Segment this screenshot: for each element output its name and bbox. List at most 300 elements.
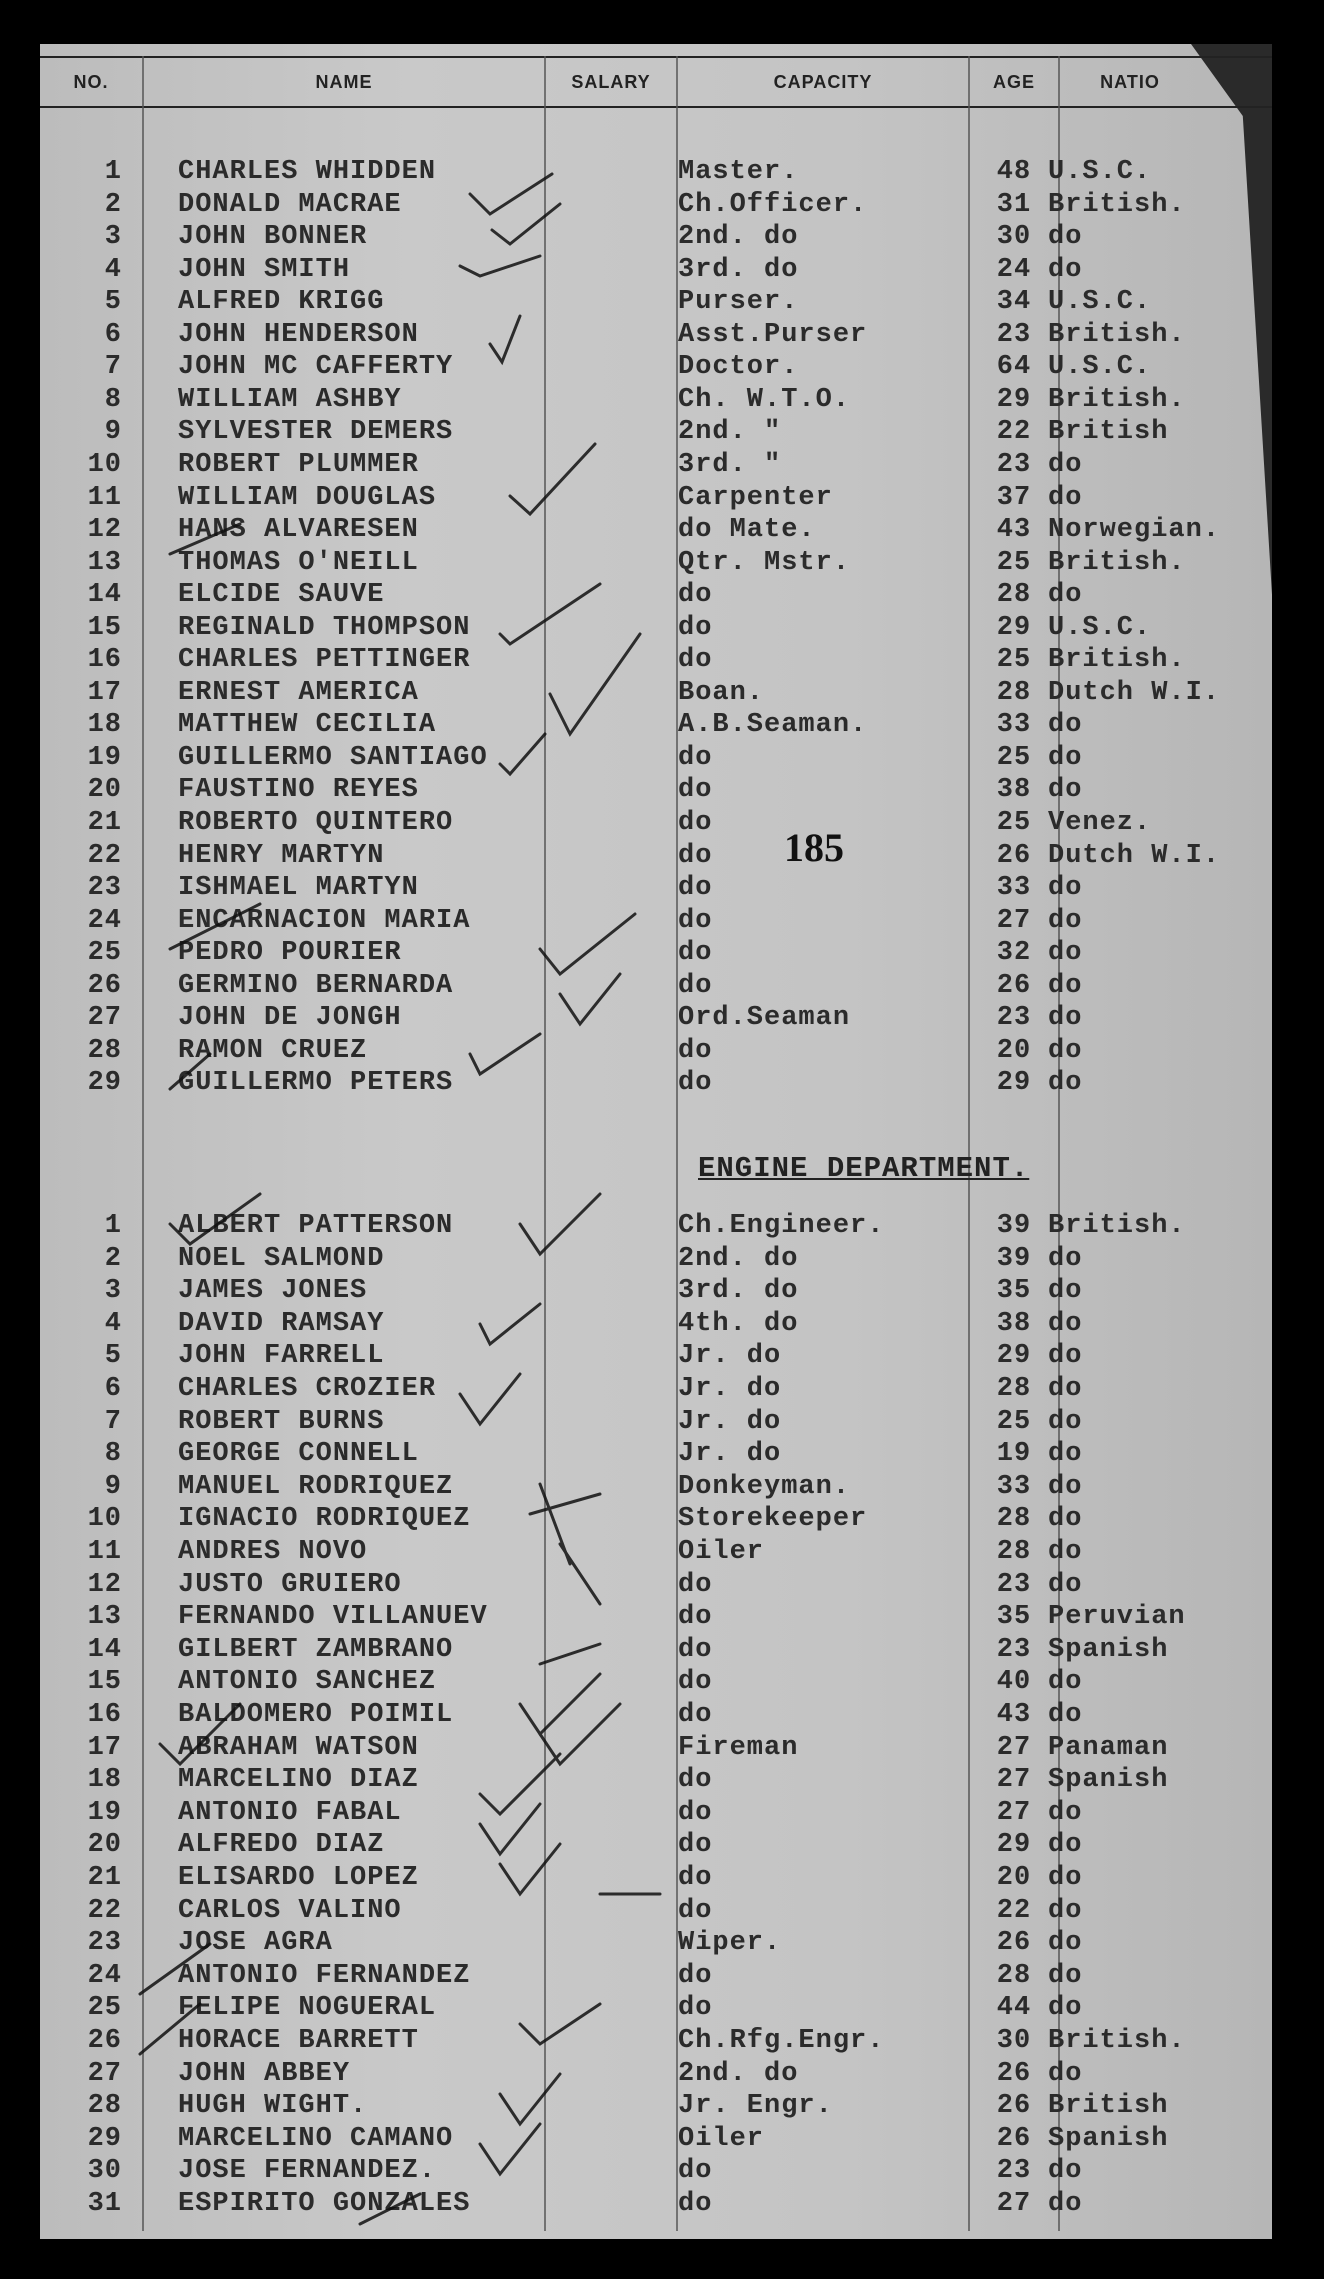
crew-row — [40, 514, 1272, 546]
crew-nationality: U.S.C. — [1048, 157, 1152, 187]
crew-number: 5 — [104, 1341, 122, 1372]
crew-capacity: Jr. Engr. — [678, 2091, 833, 2122]
crew-row — [40, 1035, 1272, 1067]
crew-nationality: do — [1048, 1439, 1083, 1470]
crew-number: 3 — [104, 222, 122, 253]
crew-number: 21 — [87, 1863, 122, 1893]
crew-row — [40, 319, 1272, 351]
crew-number: 9 — [104, 417, 122, 448]
page-number-stamp: 185 — [784, 825, 844, 870]
crew-number: 26 — [87, 970, 122, 1001]
crew-nationality: do — [1048, 1960, 1083, 1991]
crew-name: ALBERT PATTERSON — [178, 1211, 454, 1241]
crew-nationality: do — [1048, 1243, 1083, 1274]
crew-row — [40, 1569, 1272, 1601]
crew-capacity: do — [678, 1895, 713, 1926]
crew-nationality: do — [1048, 1928, 1083, 1959]
crew-capacity: Carpenter — [678, 482, 833, 513]
crew-capacity: Ch.Rfg.Engr. — [678, 2026, 885, 2056]
crew-number: 14 — [87, 580, 122, 611]
crew-name: JOHN BONNER — [178, 222, 368, 253]
crew-capacity: Jr. do — [678, 1341, 782, 1372]
crew-row — [40, 2188, 1272, 2220]
crew-capacity: do — [678, 1667, 713, 1698]
crew-nationality: British. — [1048, 1211, 1186, 1241]
crew-nationality: Panaman — [1048, 1732, 1169, 1763]
crew-age: 25 — [996, 645, 1032, 676]
header-age: AGE — [992, 72, 1035, 92]
table-header — [40, 56, 1272, 108]
crew-age: 28 — [996, 677, 1032, 708]
crew-capacity: Oiler — [678, 1537, 765, 1567]
crew-name: ISHMAEL MARTYN — [178, 873, 419, 904]
crew-row — [40, 1666, 1272, 1698]
crew-number: 29 — [87, 1068, 122, 1099]
crew-number: 2 — [104, 189, 122, 220]
crew-number: 10 — [87, 449, 122, 480]
crew-capacity: 2nd. do — [678, 222, 799, 253]
crew-name: ALFREDO DIAZ — [178, 1830, 385, 1861]
crew-name: CHARLES CROZIER — [178, 1374, 437, 1404]
crew-number: 18 — [87, 710, 122, 741]
crew-age: 28 — [996, 580, 1032, 611]
crew-age: 27 — [996, 2189, 1032, 2219]
crew-name: MARCELINO CAMANO — [178, 2123, 454, 2154]
crew-number: 25 — [87, 1993, 122, 2024]
crew-nationality: do — [1048, 1569, 1083, 1600]
crew-number: 4 — [104, 254, 122, 285]
crew-nationality: do — [1048, 1406, 1083, 1437]
crew-row — [40, 1601, 1272, 1633]
crew-number: 27 — [87, 2058, 122, 2089]
crew-number: 23 — [87, 873, 122, 904]
crew-name: PEDRO POURIER — [178, 938, 402, 969]
crew-number: 8 — [104, 1439, 122, 1470]
crew-age: 27 — [996, 1765, 1032, 1796]
crew-age: 40 — [996, 1667, 1032, 1698]
crew-number: 26 — [87, 2026, 122, 2056]
crew-row — [40, 1732, 1272, 1764]
crew-capacity: do — [678, 1993, 713, 2024]
crew-name: RAMON CRUEZ — [178, 1035, 368, 1066]
crew-capacity: do — [678, 1068, 713, 1099]
crew-row — [40, 1634, 1272, 1666]
crew-age: 33 — [996, 873, 1032, 904]
crew-age: 34 — [996, 287, 1032, 318]
crew-nationality: do — [1048, 1700, 1083, 1730]
crew-capacity: 2nd. do — [678, 2058, 799, 2089]
crew-age: 25 — [996, 742, 1032, 773]
crew-nationality: do — [1048, 1504, 1083, 1535]
crew-number: 19 — [87, 742, 122, 773]
crew-capacity: Jr. do — [678, 1406, 782, 1437]
crew-nationality: do — [1048, 222, 1083, 253]
crew-nationality: U.S.C. — [1048, 612, 1152, 643]
crew-nationality: Peruvian — [1048, 1602, 1186, 1633]
header-name: NAME — [315, 72, 373, 92]
crew-row — [40, 1699, 1272, 1731]
crew-capacity: 2nd. " — [678, 417, 782, 448]
crew-list-sheet — [40, 44, 1272, 2239]
crew-capacity: Purser. — [678, 287, 799, 318]
crew-row — [40, 1797, 1272, 1829]
crew-name: GUILLERMO SANTIAGO — [178, 742, 488, 773]
crew-name: GERMINO BERNARDA — [178, 970, 454, 1001]
crew-row — [40, 1960, 1272, 1992]
crew-age: 48 — [996, 157, 1032, 187]
crew-number: 3 — [104, 1276, 122, 1307]
crew-row — [40, 612, 1272, 644]
crew-nationality: do — [1048, 1993, 1083, 2024]
crew-row — [40, 1927, 1272, 1959]
crew-row — [40, 1406, 1272, 1438]
crew-capacity: do — [678, 742, 713, 773]
crew-capacity: do — [678, 1634, 713, 1665]
crew-nationality: do — [1048, 1276, 1083, 1307]
crew-number: 7 — [104, 1406, 122, 1437]
crew-row — [40, 2123, 1272, 2155]
crew-capacity: Storekeeper — [678, 1504, 868, 1535]
crew-name: JOHN HENDERSON — [178, 319, 419, 350]
crew-age: 28 — [996, 1504, 1032, 1535]
crew-number: 22 — [87, 840, 122, 871]
crew-name: CHARLES WHIDDEN — [178, 157, 437, 187]
crew-name: HORACE BARRETT — [178, 2026, 419, 2056]
crew-nationality: do — [1048, 2058, 1083, 2089]
crew-row — [40, 286, 1272, 318]
crew-name: GUILLERMO PETERS — [178, 1068, 454, 1099]
crew-capacity: Asst.Purser — [678, 319, 868, 350]
crew-nationality: do — [1048, 1035, 1083, 1066]
crew-nationality: Venez. — [1048, 808, 1152, 838]
crew-name: JOHN DE JONGH — [178, 1003, 402, 1034]
crew-number: 29 — [87, 2123, 122, 2154]
crew-nationality: British. — [1048, 189, 1186, 220]
crew-nationality: do — [1048, 905, 1083, 936]
crew-capacity: do — [678, 873, 713, 904]
crew-row — [40, 384, 1272, 416]
crew-capacity: Jr. do — [678, 1439, 782, 1470]
crew-capacity: do — [678, 1569, 713, 1600]
crew-age: 26 — [996, 2123, 1032, 2154]
crew-capacity: Jr. do — [678, 1374, 782, 1404]
crew-row — [40, 416, 1272, 448]
crew-nationality: British — [1048, 417, 1169, 448]
crew-nationality: do — [1048, 1797, 1083, 1828]
crew-nationality: do — [1048, 1003, 1083, 1034]
crew-age: 43 — [996, 1700, 1032, 1730]
crew-nationality: British. — [1048, 384, 1186, 415]
crew-row — [40, 1503, 1272, 1535]
crew-age: 30 — [996, 222, 1032, 253]
crew-nationality: do — [1048, 449, 1083, 480]
crew-name: JAMES JONES — [178, 1276, 368, 1307]
crew-age: 22 — [996, 1895, 1032, 1926]
crew-capacity: do — [678, 808, 713, 838]
header-salary: SALARY — [571, 72, 651, 92]
crew-row — [40, 1373, 1272, 1405]
crew-capacity: Donkeyman. — [678, 1471, 851, 1502]
crew-number: 24 — [87, 905, 122, 936]
crew-row — [40, 2025, 1272, 2057]
crew-age: 28 — [996, 1960, 1032, 1991]
crew-capacity: A.B.Seaman. — [678, 710, 868, 741]
crew-capacity: 3rd. do — [678, 254, 799, 285]
crew-nationality: do — [1048, 1341, 1083, 1372]
crew-name: ANTONIO SANCHEZ — [178, 1667, 437, 1698]
crew-number: 16 — [87, 645, 122, 676]
section-title: ENGINE DEPARTMENT. — [698, 1152, 1030, 1185]
crew-age: 25 — [996, 808, 1032, 838]
crew-nationality: British — [1048, 2091, 1169, 2122]
crew-nationality: do — [1048, 1667, 1083, 1698]
crew-name: WILLIAM ASHBY — [178, 384, 402, 415]
crew-age: 28 — [996, 1374, 1032, 1404]
crew-row — [40, 2090, 1272, 2122]
crew-name: JOHN ABBEY — [178, 2058, 351, 2089]
crew-number: 15 — [87, 1667, 122, 1698]
crew-age: 29 — [996, 1830, 1032, 1861]
crew-age: 29 — [996, 612, 1032, 643]
header-nationality: NATIO — [1100, 72, 1160, 92]
crew-capacity: 3rd. " — [678, 449, 782, 480]
crew-name: HUGH WIGHT. — [178, 2091, 368, 2122]
crew-age: 26 — [996, 2091, 1032, 2122]
crew-capacity: do — [678, 1863, 713, 1893]
crew-nationality: do — [1048, 254, 1083, 285]
crew-age: 43 — [996, 515, 1032, 546]
crew-number: 6 — [104, 1374, 122, 1404]
crew-age: 23 — [996, 1569, 1032, 1600]
crew-capacity: do — [678, 2156, 713, 2187]
crew-age: 26 — [996, 1928, 1032, 1959]
crew-row — [40, 482, 1272, 514]
crew-number: 1 — [104, 157, 122, 187]
crew-name: JOHN SMITH — [178, 254, 351, 285]
crew-age: 25 — [996, 547, 1032, 578]
crew-name: ANDRES NOVO — [178, 1537, 368, 1567]
crew-number: 20 — [87, 775, 122, 806]
crew-nationality: do — [1048, 1895, 1083, 1926]
crew-nationality: do — [1048, 710, 1083, 741]
crew-number: 5 — [104, 287, 122, 318]
crew-name: GILBERT ZAMBRANO — [178, 1634, 454, 1665]
crew-row — [40, 2058, 1272, 2090]
crew-capacity: do — [678, 970, 713, 1001]
crew-number: 8 — [104, 384, 122, 415]
crew-row — [40, 905, 1272, 937]
crew-row — [40, 221, 1272, 253]
crew-capacity: do — [678, 1797, 713, 1828]
crew-row — [40, 1862, 1272, 1894]
crew-nationality: Dutch W.I. — [1048, 840, 1221, 871]
crew-number: 12 — [87, 515, 122, 546]
crew-nationality: do — [1048, 1308, 1083, 1339]
crew-number: 15 — [87, 612, 122, 643]
crew-name: DAVID RAMSAY — [178, 1308, 385, 1339]
crew-capacity: do — [678, 1035, 713, 1066]
crew-row — [40, 189, 1272, 221]
crew-row — [40, 1275, 1272, 1307]
crew-age: 27 — [996, 1797, 1032, 1828]
header-no: NO. — [73, 72, 109, 92]
crew-row — [40, 742, 1272, 774]
crew-number: 23 — [87, 1928, 122, 1959]
crew-nationality: do — [1048, 2189, 1083, 2219]
crew-number: 19 — [87, 1797, 122, 1828]
crew-row — [40, 1992, 1272, 2024]
crew-number: 12 — [87, 1569, 122, 1600]
crew-nationality: do — [1048, 775, 1083, 806]
crew-name: ALFRED KRIGG — [178, 287, 385, 318]
crew-capacity: do — [678, 1765, 713, 1796]
crew-capacity: do — [678, 1700, 713, 1730]
crew-age: 35 — [996, 1276, 1032, 1307]
crew-name: ROBERT PLUMMER — [178, 449, 419, 480]
crew-number: 25 — [87, 938, 122, 969]
crew-row — [40, 156, 1272, 188]
crew-age: 39 — [996, 1211, 1032, 1241]
crew-nationality: British. — [1048, 645, 1186, 676]
crew-row — [40, 1308, 1272, 1340]
crew-row — [40, 807, 1272, 839]
crew-name: JUSTO GRUIERO — [178, 1569, 402, 1600]
crew-row — [40, 1471, 1272, 1503]
crew-age: 44 — [996, 1993, 1032, 2024]
crew-age: 29 — [996, 384, 1032, 415]
crew-name: BALDOMERO POIMIL — [178, 1700, 454, 1730]
crew-number: 21 — [87, 808, 122, 838]
crew-capacity: Ch.Engineer. — [678, 1211, 885, 1241]
crew-capacity: Doctor. — [678, 352, 799, 383]
crew-nationality: do — [1048, 873, 1083, 904]
crew-capacity: Master. — [678, 157, 799, 187]
crew-age: 29 — [996, 1068, 1032, 1099]
crew-capacity: do — [678, 1960, 713, 1991]
crew-number: 14 — [87, 1634, 122, 1665]
crew-age: 20 — [996, 1035, 1032, 1066]
crew-name: ELCIDE SAUVE — [178, 580, 385, 611]
crew-capacity: do — [678, 580, 713, 611]
crew-number: 28 — [87, 2091, 122, 2122]
crew-age: 35 — [996, 1602, 1032, 1633]
crew-nationality: British. — [1048, 319, 1186, 350]
crew-name: HENRY MARTYN — [178, 840, 385, 871]
crew-row — [40, 1536, 1272, 1568]
crew-nationality: Dutch W.I. — [1048, 677, 1221, 708]
crew-number: 4 — [104, 1308, 122, 1339]
crew-capacity: do — [678, 840, 713, 871]
crew-row — [40, 970, 1272, 1002]
crew-row — [40, 1438, 1272, 1470]
crew-capacity: Boan. — [678, 677, 765, 708]
crew-row — [40, 547, 1272, 579]
crew-name: SYLVESTER DEMERS — [178, 417, 454, 448]
crew-name: DONALD MACRAE — [178, 189, 402, 220]
crew-name: ANTONIO FABAL — [178, 1797, 402, 1828]
crew-nationality: British. — [1048, 547, 1186, 578]
crew-row — [40, 1210, 1272, 1242]
crew-number: 17 — [87, 677, 122, 708]
crew-row — [40, 254, 1272, 286]
crew-number: 27 — [87, 1003, 122, 1034]
crew-age: 26 — [996, 840, 1032, 871]
crew-number: 11 — [87, 1537, 122, 1567]
crew-name: JOHN MC CAFFERTY — [178, 352, 454, 383]
crew-nationality: do — [1048, 970, 1083, 1001]
crew-row — [40, 644, 1272, 676]
crew-name: HANS ALVARESEN — [178, 515, 419, 546]
crew-capacity: do Mate. — [678, 515, 816, 546]
crew-age: 31 — [996, 189, 1032, 220]
crew-row — [40, 774, 1272, 806]
crew-capacity: Oiler — [678, 2123, 765, 2154]
crew-name: MATTHEW CECILIA — [178, 710, 437, 741]
crew-number: 31 — [87, 2189, 122, 2219]
crew-name: ANTONIO FERNANDEZ — [178, 1960, 471, 1991]
crew-age: 27 — [996, 1732, 1032, 1763]
crew-age: 20 — [996, 1863, 1032, 1893]
crew-age: 38 — [996, 1308, 1032, 1339]
crew-name: IGNACIO RODRIQUEZ — [178, 1504, 471, 1535]
crew-nationality: Spanish — [1048, 1765, 1169, 1796]
crew-nationality: U.S.C. — [1048, 352, 1152, 383]
crew-name: ENCARNACION MARIA — [178, 905, 471, 936]
crew-number: 13 — [87, 547, 122, 578]
crew-age: 19 — [996, 1439, 1032, 1470]
crew-nationality: U.S.C. — [1048, 287, 1152, 318]
crew-row — [40, 872, 1272, 904]
crew-name: JOHN FARRELL — [178, 1341, 385, 1372]
crew-age: 39 — [996, 1243, 1032, 1274]
crew-name: JOSE FERNANDEZ. — [178, 2156, 437, 2187]
crew-capacity: 4th. do — [678, 1308, 799, 1339]
crew-number: 30 — [87, 2156, 122, 2187]
crew-number: 13 — [87, 1602, 122, 1633]
crew-row — [40, 1895, 1272, 1927]
crew-age: 28 — [996, 1537, 1032, 1567]
crew-nationality: do — [1048, 1537, 1083, 1567]
crew-capacity: 2nd. do — [678, 1243, 799, 1274]
crew-capacity: Ch. W.T.O. — [678, 384, 851, 415]
crew-nationality: do — [1048, 742, 1083, 773]
crew-name: CHARLES PETTINGER — [178, 645, 471, 676]
crew-name: NOEL SALMOND — [178, 1243, 385, 1274]
crew-name: ESPIRITO GONZALES — [178, 2189, 471, 2219]
crew-row — [40, 1764, 1272, 1796]
crew-number: 9 — [104, 1471, 122, 1502]
crew-capacity: do — [678, 775, 713, 806]
crew-age: 23 — [996, 1003, 1032, 1034]
crew-age: 23 — [996, 1634, 1032, 1665]
crew-number: 1 — [104, 1211, 122, 1241]
crew-age: 37 — [996, 482, 1032, 513]
crew-age: 64 — [996, 352, 1032, 383]
crew-number: 10 — [87, 1504, 122, 1535]
crew-name: MARCELINO DIAZ — [178, 1765, 419, 1796]
crew-row — [40, 709, 1272, 741]
crew-age: 26 — [996, 970, 1032, 1001]
crew-name: MANUEL RODRIQUEZ — [178, 1471, 454, 1502]
crew-capacity: do — [678, 905, 713, 936]
header-capacity: CAPACITY — [773, 72, 873, 92]
crew-row — [40, 677, 1272, 709]
crew-number: 18 — [87, 1765, 122, 1796]
crew-age: 38 — [996, 775, 1032, 806]
crew-name: REGINALD THOMPSON — [178, 612, 471, 643]
crew-nationality: Spanish — [1048, 1634, 1169, 1665]
crew-age: 24 — [996, 254, 1032, 285]
